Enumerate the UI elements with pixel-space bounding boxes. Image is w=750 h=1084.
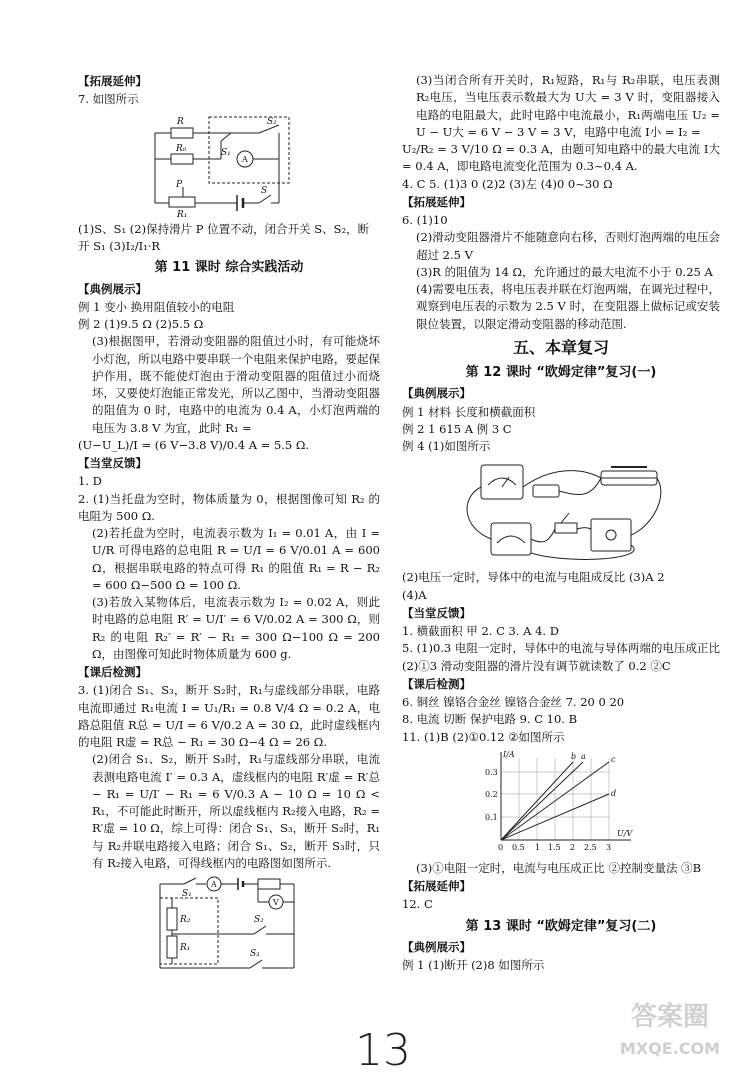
tick-y: 0.1 xyxy=(485,812,498,822)
resistor-r xyxy=(171,128,193,138)
iu-graph xyxy=(481,748,641,858)
watermark-url: MXQE.COM xyxy=(619,1039,721,1058)
apparatus-drawing xyxy=(451,457,671,567)
axis-label-x: U/V xyxy=(617,828,633,838)
section-header: 【拓展延伸】 xyxy=(78,74,147,88)
svg-text:R₂: R₂ xyxy=(180,915,191,925)
answer-6-part3: (3)R 的阻值为 14 Ω，允许通过的最大电流不小于 0.25 A xyxy=(416,264,713,279)
circuit-diagram-q7 xyxy=(149,111,309,219)
answer-6-part1: 6. (1)10 xyxy=(402,213,448,227)
svg-text:S₂: S₂ xyxy=(254,915,264,925)
tick-x: 2.5 xyxy=(584,842,597,852)
tick-y: 0.3 xyxy=(485,767,498,777)
feedback-2-part1: 2. (1)当托盘为空时，物体质量为 0，根据图像可知 R₂ 的电阻为 500 Ω. xyxy=(78,491,380,523)
example-1: 例 1 变小 换用阻值较小的电阻 xyxy=(78,299,235,314)
review-after-8-10: 8. 电流 切断 保护电路 9. C 10. B xyxy=(402,712,578,727)
svg-text:A: A xyxy=(211,880,217,889)
line-label-c: c xyxy=(611,754,616,764)
review-after-11: 11. (1)B (2)①0.12 ②如图所示 xyxy=(402,729,565,744)
tick-x: 1 xyxy=(535,842,541,852)
review-example-4-part2: (2)电压一定时，导体中的电流与电阻成反比 (3)A 2 xyxy=(402,570,665,585)
svg-text:R: R xyxy=(177,116,184,127)
left-column xyxy=(78,72,380,978)
tick-y: 0.2 xyxy=(485,789,498,799)
tick-x: 1.5 xyxy=(548,842,561,852)
tick-x: 3 xyxy=(606,842,612,852)
svg-text:S₁: S₁ xyxy=(221,147,231,158)
section-header: 【课后检测】 xyxy=(402,676,471,691)
section-header: 【当堂反馈】 xyxy=(78,456,147,470)
line-label-a: a xyxy=(581,751,586,761)
section-header: 【拓展延伸】 xyxy=(402,194,471,209)
svg-text:R₀: R₀ xyxy=(176,143,187,154)
example-2: 例 2 (1)9.5 Ω (2)5.5 Ω xyxy=(78,317,204,331)
answer-6-part2: (2)滑动变阻器滑片不能随意向右移，否则灯泡两端的电压会超过 2.5 V xyxy=(416,230,720,262)
after-3-part2: (2)闭合 S₁、S₂，断开 S₃时，R₁与虚线部分串联，电流表测电路电流 I′ = 0.3 A，虚线框内的电阻 R′虚 = R′总 − R₁ = U/I′ − R₁ = 6 V/0.3 A − 10 Ω = 10 Ω < R₁，不可能此时断开，所以虚线框内 R₂接入电路，R₂ = R′虚 = 10 Ω，综上可得：闭合 S₁、S₃，断开 S₂时，R₁与 R₂并联电路接入电路；闭合 S₁、S₂，断开 S₃时，只有 R₂接入电路，可得线框内的电路图如图所示. xyxy=(92,752,380,870)
review-example-4: 例 4 (1)如图所示 xyxy=(402,439,491,453)
svg-text:S₃: S₃ xyxy=(250,949,260,959)
svg-text:S: S xyxy=(261,185,268,196)
svg-text:S₂: S₂ xyxy=(267,116,277,127)
feedback-1: 1. D xyxy=(78,474,102,489)
lesson-title-12: 第 12 课时 “欧姆定律”复习(一) xyxy=(465,364,657,380)
answer-q7-part1: (1)S、S₁ (2)保持滑片 P 位置不动，闭合开关 S、S₂，断 xyxy=(78,221,370,236)
review-example-4-part4: (4)A xyxy=(402,587,427,602)
tick-x: 0.5 xyxy=(512,842,525,852)
example-2-part3: (3)根据图甲，若滑动变阻器的阻值过小时，有可能烧坏小灯泡，所以电路中要串联一个电阻来保护电路，要起保护作用，既不能使灯泡由于滑动变阻器的阻值过小而烧坏，又要使灯泡能正常发光，所以乙图中，当滑动变阻器的阻值为 0 时，电路中的电流为 0.4 A，小灯泡两端的电压为 3.8 V 为宜，此时 R₁ = xyxy=(92,334,380,435)
svg-text:S₁: S₁ xyxy=(182,889,192,899)
section-header: 【典例展示】 xyxy=(402,940,471,954)
right-column xyxy=(402,72,720,975)
answer-3-continued: (3)当闭合所有开关时，R₁短路，R₁与 R₂串联，电压表测 R₂电压，当电压表示数最大为 U大 = 3 V 时，变阻器接入电路的电阻最大，此时电路中电流最小，R₁两端电压 U₂ = U − U大 = 6 V − 3 V = 3 V，电路中电流 I小 = I₂ = xyxy=(416,73,720,139)
lesson-title-11: 第 11 课时 综合实践活动 xyxy=(154,260,304,275)
svg-text:R₁: R₁ xyxy=(177,209,188,219)
line-label-d: d xyxy=(611,788,617,798)
review-example-2-3: 例 2 1 615 A 例 3 C xyxy=(402,421,512,436)
feedback-2-part3: (3)若放入某物体后，电流表示数为 I₂ = 0.02 A，则此时电路的总电阻 R′ = U/I′ = 6 V/0.02 A = 300 Ω，则 R₂ 的电阻 R₂′ = R′ − R₁ = 300 Ω−100 Ω = 200 Ω，由图像可知此时物体质量为 600 g. xyxy=(92,595,380,661)
answer-3-formula: U₂/R₂ = 3 V/10 Ω = 0.3 A，由题可知电路中的最大电流 I大 = 0.4 A，即电路电流变化范围为 0.3~0.4 A. xyxy=(402,142,720,174)
tick-x: 2 xyxy=(570,842,576,852)
voltmeter-device xyxy=(491,523,531,555)
page-number: 13 xyxy=(355,1025,411,1076)
resistor-r0 xyxy=(171,154,193,164)
review-feedback-1-4: 1. 横截面积 甲 2. C 3. A 4. D xyxy=(402,624,559,638)
chapter-title: 五、本章复习 xyxy=(512,337,609,357)
section-header: 【拓展延伸】 xyxy=(402,879,471,893)
review-after-12: 12. C xyxy=(402,897,433,912)
answer-q7: 7. 如图所示 xyxy=(78,92,139,107)
review-feedback-5: 5. (1)0.3 电阻一定时，导体中的电流与导体两端的电压成正比 (2)①3 滑动变阻器的滑片没有调节就读数了 0.2 ②C xyxy=(402,641,720,673)
lesson13-example-1: 例 1 (1)断开 (2)8 如图所示 xyxy=(402,958,545,973)
section-header: 【当堂反馈】 xyxy=(402,605,471,620)
svg-text:A: A xyxy=(242,154,248,164)
after-3-part1: 3. (1)闭合 S₁、S₃，断开 S₂时，R₁与虚线部分串联，电路电流即通过 R₁电流 I = U₁/R₁ = 0.8 V/4 Ω = 0.2 A，电路总阻值 R总 = U/I = 6 V/0.2 A = 30 Ω，此时虚线框内的电阻 R虚 = R总 − R₁ = 30 Ω−4 Ω = 26 Ω. xyxy=(78,683,380,749)
answer-4-5: 4. C 5. (1)3 0 (2)2 (3)左 (4)0 0~30 Ω xyxy=(402,176,613,191)
answer-q7-part2: 开 S₁ (3)I₂/I₁·R xyxy=(78,238,161,253)
ammeter-device xyxy=(481,465,523,499)
review-after-11-part3: (3)①电阻一定时，电流与电压成正比 ②控制变量法 ③B xyxy=(416,860,702,875)
svg-text:V: V xyxy=(273,898,279,907)
section-header: 【典例展示】 xyxy=(78,281,147,296)
line-a xyxy=(501,762,583,840)
feedback-2-part2: (2)若托盘为空时，电流表示数为 I₁ = 0.01 A，由 I = U/R 可得电路的总电阻 R = U/I = 6 V/0.01 A = 600 Ω，根据串联电路的特点可得 R₁ 的阻值 R₁ = R − R₂ = 600 Ω−500 Ω = 100 Ω. xyxy=(92,526,380,592)
section-header: 【课后检测】 xyxy=(78,665,147,679)
power-supply xyxy=(591,519,631,551)
example-2-formula: (U−U_L)/I = (6 V−3.8 V)/0.4 A = 5.5 Ω. xyxy=(78,437,310,452)
review-after-6-7: 6. 铜丝 镍铬合金丝 镍铬合金丝 7. 20 0 20 xyxy=(402,695,625,709)
circuit-diagram-q3 xyxy=(154,874,304,976)
answer-6-part4: (4)需要电压表，将电压表并联在灯泡两端，在调光过程中，观察到电压表的示数为 2.5 V 时，在变阻器上做标记或安装限位装置，以限定滑动变阻器的移动范围. xyxy=(416,282,720,331)
review-example-1: 例 1 材料 长度和横截面积 xyxy=(402,404,536,419)
svg-text:P: P xyxy=(176,179,183,190)
section-header: 【典例展示】 xyxy=(402,386,471,401)
axis-label-y: I/A xyxy=(503,749,515,759)
svg-text:R₁: R₁ xyxy=(180,943,191,953)
watermark-logo xyxy=(600,998,740,1070)
watermark-text: 答案圈 xyxy=(630,1002,709,1032)
lesson-title-13: 第 13 课时 “欧姆定律”复习(二) xyxy=(465,918,657,934)
tick-x: 0 xyxy=(498,842,504,852)
line-label-b: b xyxy=(571,751,577,761)
